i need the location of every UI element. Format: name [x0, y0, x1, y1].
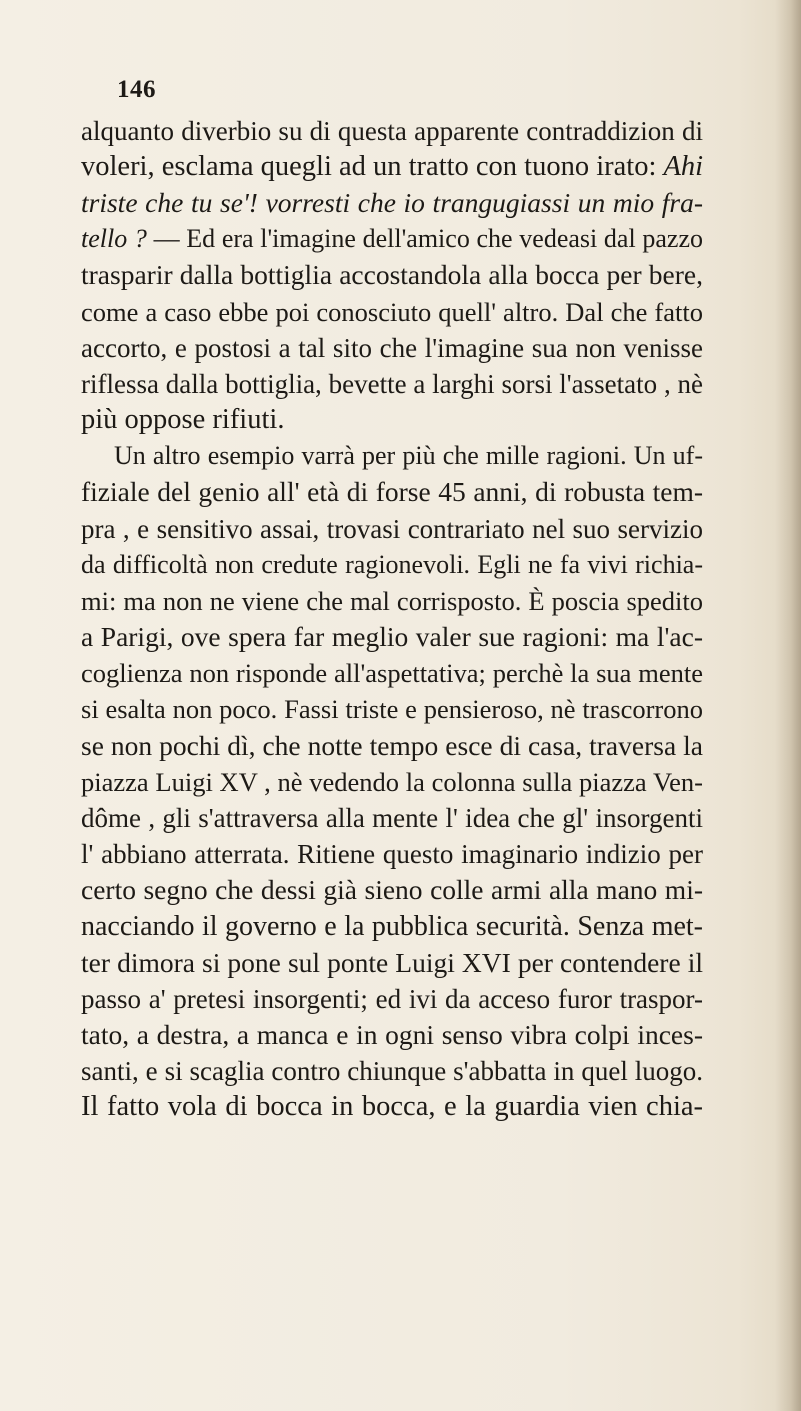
text-line: certo segno che dessi già sieno colle armi alla mano mi- — [81, 874, 703, 905]
text-line: trasparir dalla bottiglia accostandola alla bocca per bere, — [81, 259, 703, 290]
text-line: triste che tu se'! vorresti che io trangugiassi un mio fra- — [81, 187, 703, 218]
text-line: piazza Luigi XV , nè vedendo la colonna sulla piazza Ven- — [81, 767, 703, 797]
text-line: come a caso ebbe poi conosciuto quell' altro. Dal che fatto — [81, 297, 703, 327]
text-line: passo a' pretesi insorgenti; ed ivi da acceso furor traspor- — [81, 984, 703, 1014]
text-line: l' abbiano atterrata. Ritiene questo imaginario indizio per — [81, 839, 703, 869]
text-line: Un altro esempio varrà per più che mille ragioni. Un uf- — [114, 441, 703, 470]
text-line: si esalta non poco. Fassi triste e pensieroso, nè trascorrono — [81, 694, 703, 724]
page-number: 146 — [117, 76, 156, 103]
text-line: Il fatto vola di bocca in bocca, e la guardia vien chia- — [81, 1091, 703, 1122]
text-line: tato, a destra, a manca e in ogni senso vibra colpi inces- — [81, 1019, 703, 1050]
text-line: dôme , gli s'attraversa alla mente l' idea che gl' insorgenti — [81, 803, 703, 833]
text-line: da difficoltà non credute ragionevoli. Egli ne fa vivi richia- — [81, 550, 703, 579]
text-line: santi, e si scaglia contro chiunque s'abbatta in quel luogo. — [81, 1056, 703, 1086]
text-line: ter dimora si pone sul ponte Luigi XVI per contendere il — [81, 947, 703, 978]
text-line: tello ? — Ed era l'imagine dell'amico che vedeasi dal pazzo — [81, 224, 703, 253]
text-line: fiziale del genio all' età di forse 45 anni, di robusta tem- — [81, 476, 703, 507]
text-line: riflessa dalla bottiglia, bevette a larghi sorsi l'assetato , nè — [81, 369, 703, 399]
text-line: coglienza non risponde all'aspettativa; perchè la sua mente — [81, 658, 703, 688]
text-line: voleri, esclama quegli ad un tratto con tuono irato: Ahi — [81, 151, 704, 182]
text-line: alquanto diverbio su di questa apparente contraddizion di — [81, 116, 703, 146]
text-line: a Parigi, ove spera far meglio valer sue ragioni: ma l'ac- — [81, 621, 703, 652]
text-line: accorto, e postosi a tal sito che l'imagine sua non venisse — [81, 333, 703, 363]
text-line: mi: ma non ne viene che mal corrisposto. È poscia spedito — [81, 586, 703, 616]
text-line: se non pochi dì, che notte tempo esce di casa, traversa la — [81, 730, 703, 761]
text-line: più oppose rifiuti. — [81, 404, 285, 435]
text-line: nacciando il governo e la pubblica securità. Senza met- — [81, 911, 703, 942]
text-line: pra , e sensitivo assai, trovasi contrariato nel suo servizio — [81, 514, 703, 544]
